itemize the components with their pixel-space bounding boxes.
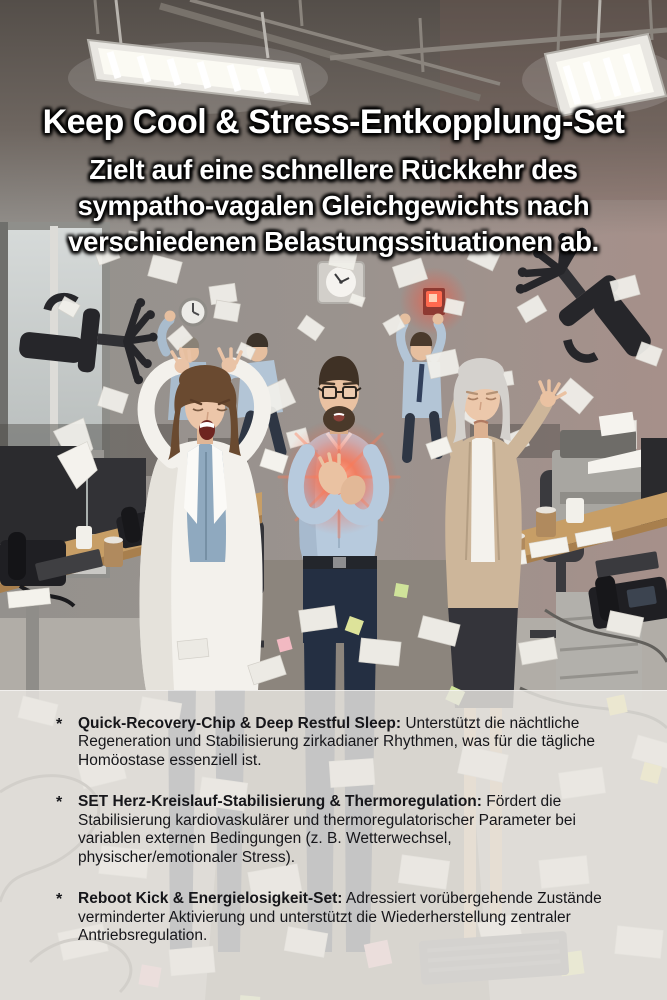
- round-wall-clock: [180, 299, 206, 325]
- bullet-product-name: Quick-Recovery-Chip & Deep Restful Sleep:: [78, 715, 401, 732]
- bullet-product-name: SET Herz-Kreislauf-Stabilisierung & Thermoregulation:: [78, 793, 482, 811]
- bullet-reboot-kick: [56, 890, 615, 945]
- title-block: [0, 104, 667, 260]
- info-panel: [0, 690, 667, 1000]
- bullet-herz-kreislauf: [56, 793, 615, 867]
- bullet-description: Fördert die Stabilisierung kardiovaskulärer und thermoregulatorischer Parameter bei variablen externen Bedingungen (z. B. Wetterwechsel, physischer/emotionaler Stress).: [78, 793, 576, 866]
- bullet-description: Adressiert vorübergehende Zustände verminderter Aktivierung und unterstützt die Wiederherstellung zentraler Antriebsregulation.: [78, 890, 602, 944]
- bullet-description: Unterstützt die nächtliche Regeneration und Stabilisierung zirkadianer Rhythmen, was für die tägliche Homöostase essenziell ist.: [78, 715, 595, 769]
- bullet-asterisk: *: [56, 794, 63, 812]
- subtitle-line-3: verschiedenen Belastungssituationen ab.: [68, 225, 599, 257]
- poster-title: Keep Cool & Stress-Entkopplung-Set: [42, 103, 625, 141]
- bullet-asterisk: *: [56, 891, 63, 909]
- subtitle-line-2: sympatho-vagalen Gleichgewichts nach: [77, 190, 590, 222]
- subtitle-line-1: Zielt auf eine schnellere Rückkehr des: [89, 154, 578, 186]
- bullet-quick-recovery: [56, 715, 615, 770]
- bullet-product-name: Reboot Kick & Energielosigkeit-Set:: [78, 890, 343, 908]
- poster-subtitle: [44, 152, 624, 259]
- bullet-asterisk: *: [56, 716, 63, 733]
